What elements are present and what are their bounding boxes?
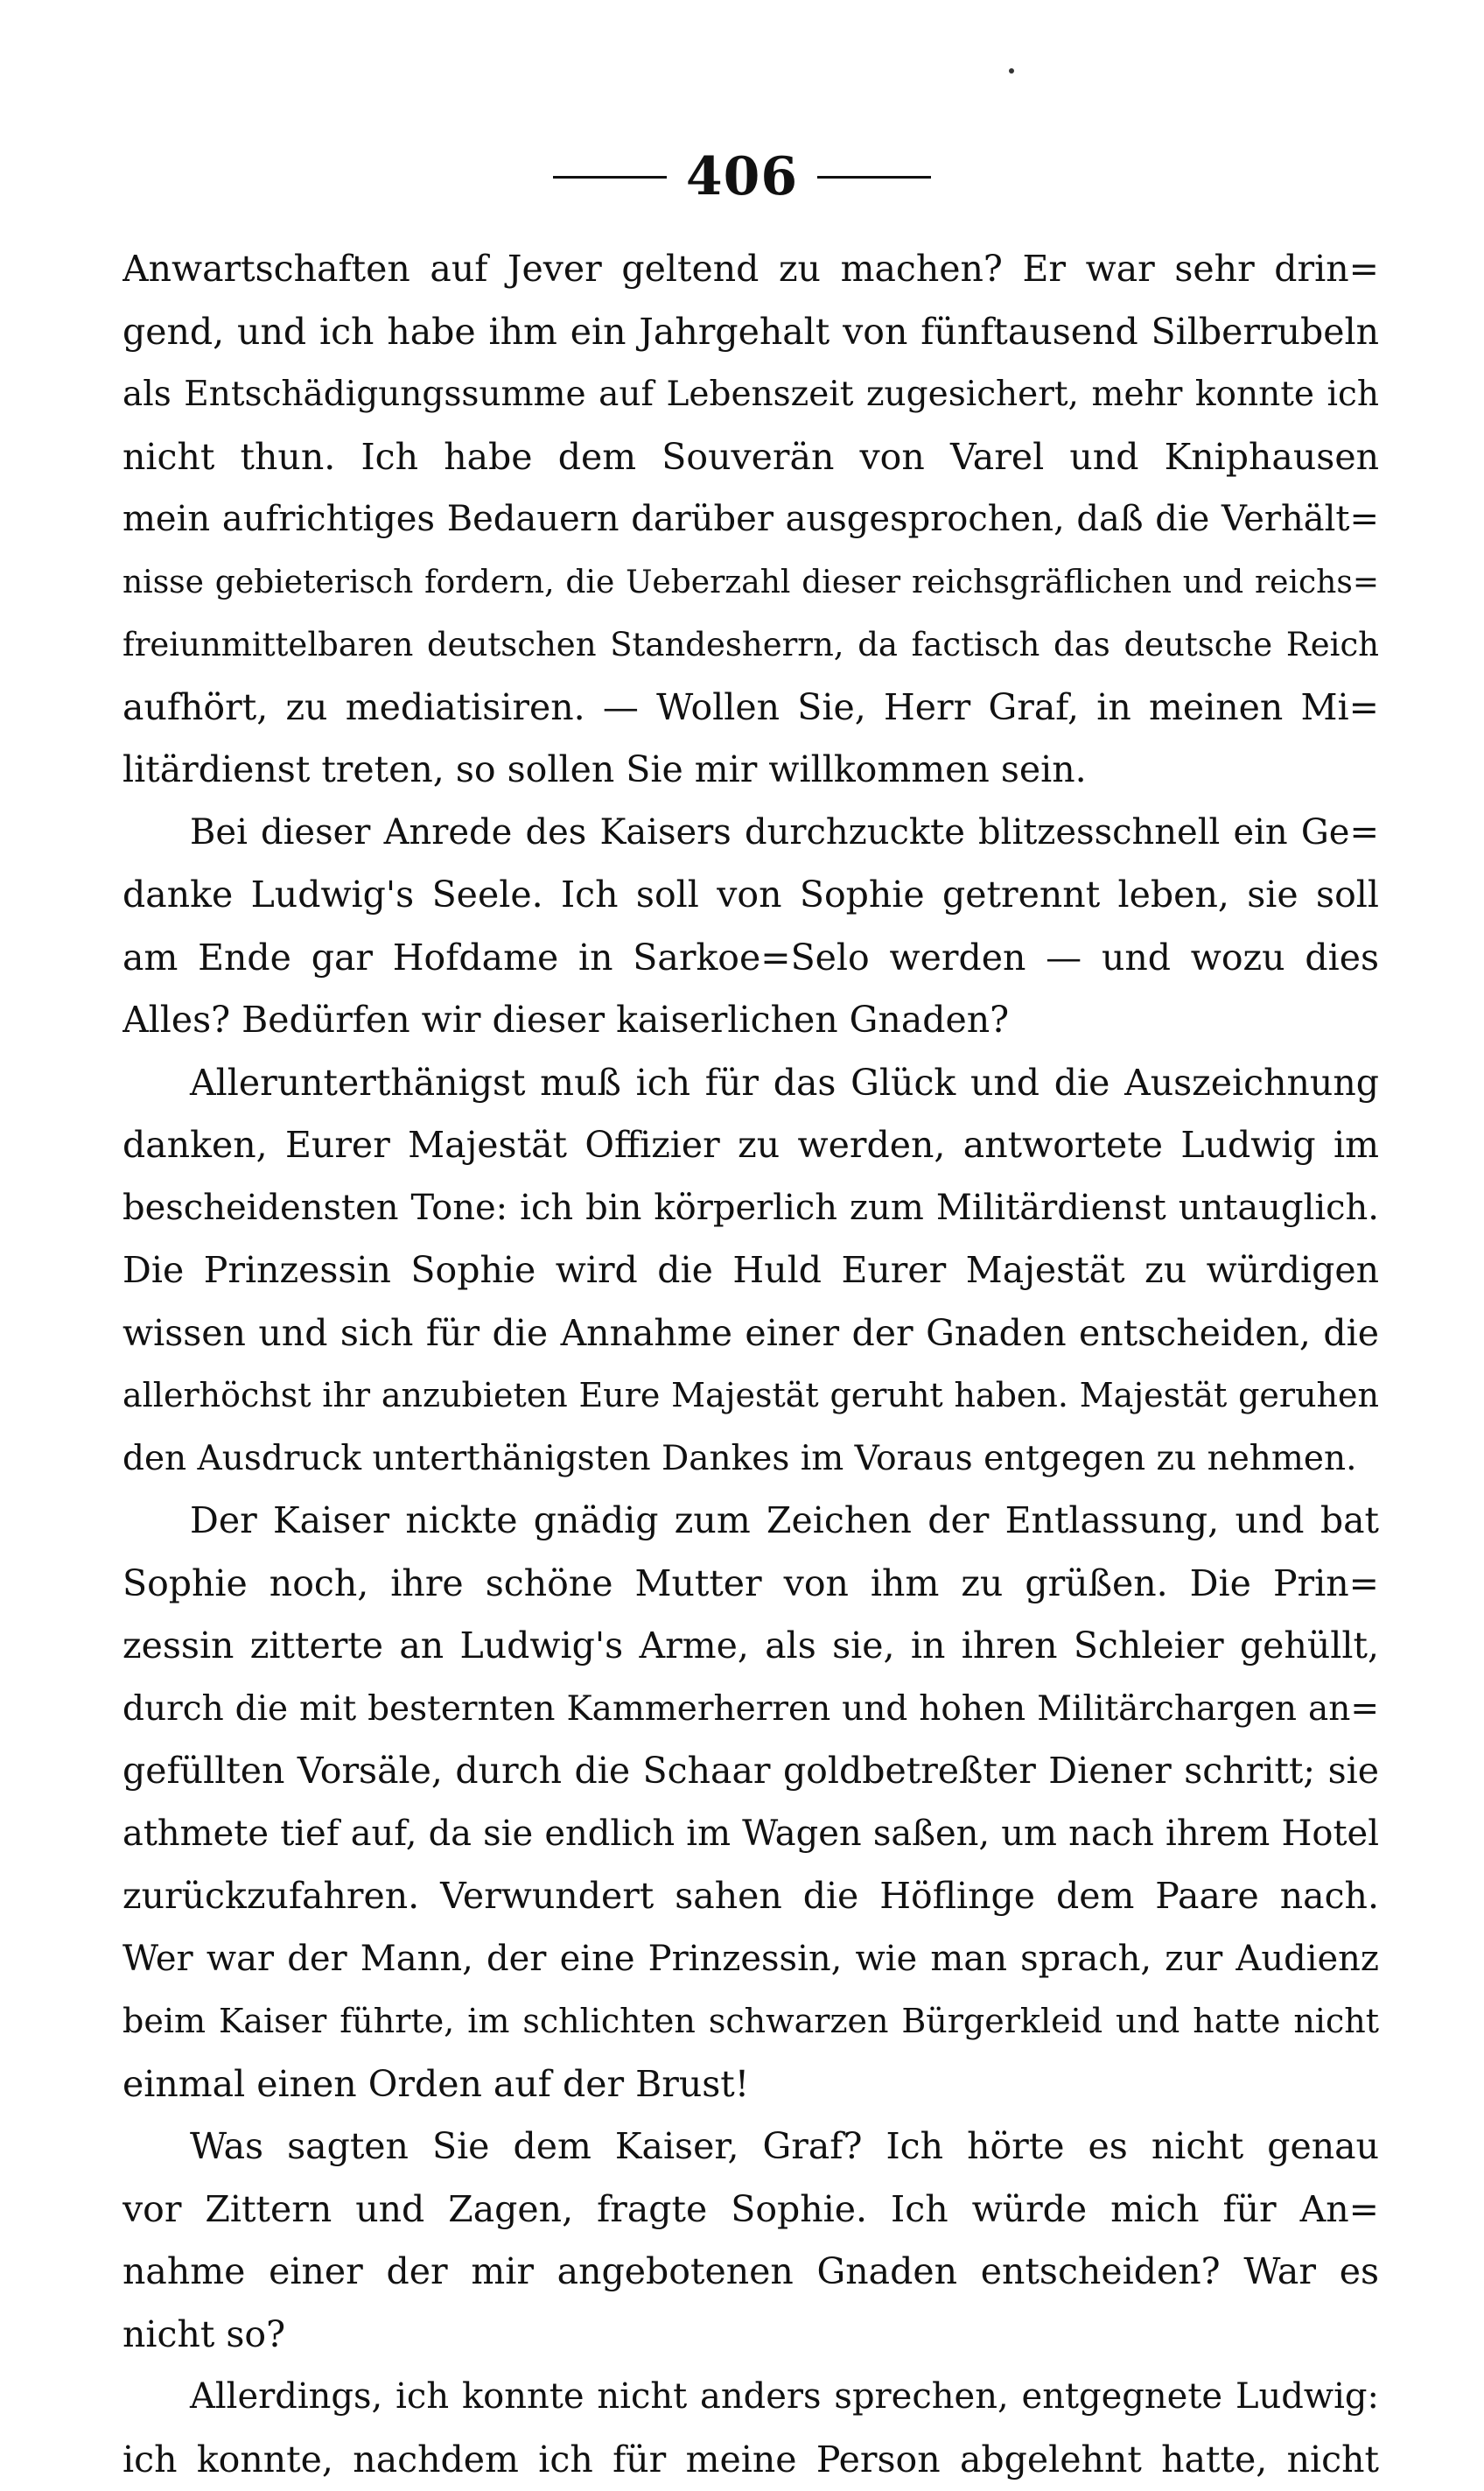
header-rule-right [817, 176, 931, 179]
text-line: mein aufrichtiges Bedauern darüber ausgesprochen, daß die Verhält= [122, 488, 1379, 551]
header-rule-left [553, 176, 667, 179]
text-line: Wer war der Mann, der eine Prinzessin, wie man sprach, zur Audienz [122, 1928, 1379, 1991]
text-line: nicht so? [122, 2304, 1379, 2367]
ink-speck [1009, 68, 1014, 74]
text-line: Anwartschaften auf Jever geltend zu machen? Er war sehr drin= [122, 238, 1379, 301]
text-line: beim Kaiser führte, im schlichten schwarzen Bürgerkleid und hatte nicht [122, 1990, 1379, 2053]
text-line: Sophie noch, ihre schöne Mutter von ihm zu grüßen. Die Prin= [122, 1553, 1379, 1616]
text-line: durch die mit besternten Kammerherren und hohen Militärchargen an= [122, 1678, 1379, 1741]
page-header [0, 138, 1484, 212]
text-line: danke Ludwig's Seele. Ich soll von Sophie getrennt leben, sie soll [122, 864, 1379, 927]
text-line: bescheidensten Tone: ich bin körperlich zum Militärdienst untauglich. [122, 1177, 1379, 1240]
text-line: als Entschädigungssumme auf Lebenszeit zugesichert, mehr konnte ich [122, 363, 1379, 426]
text-line: athmete tief auf, da sie endlich im Wagen saßen, um nach ihrem Hotel [122, 1803, 1379, 1866]
text-line: gefüllten Vorsäle, durch die Schaar goldbetreßter Diener schritt; sie [122, 1740, 1379, 1803]
text-line: zurückzufahren. Verwundert sahen die Höflinge dem Paare nach. [122, 1865, 1379, 1928]
text-line: vor Zittern und Zagen, fragte Sophie. Ich würde mich für An= [122, 2179, 1379, 2242]
text-line: Die Prinzessin Sophie wird die Huld Eurer Majestät zu würdigen [122, 1239, 1379, 1302]
text-line: Bei dieser Anrede des Kaisers durchzuckte blitzesschnell ein Ge= [122, 802, 1379, 865]
text-line: Was sagten Sie dem Kaiser, Graf? Ich hörte es nicht genau [122, 2116, 1379, 2179]
page-number: 406 [686, 142, 798, 212]
text-line: gend, und ich habe ihm ein Jahrgehalt von fünftausend Silberrubeln [122, 301, 1379, 364]
text-line: allerhöchst ihr anzubieten Eure Majestät geruht haben. Majestät geruhen [122, 1365, 1379, 1428]
text-line: Allerdings, ich konnte nicht anders sprechen, entgegnete Ludwig: [122, 2366, 1379, 2429]
text-line: aufhört, zu mediatisiren. — Wollen Sie, Herr Graf, in meinen Mi= [122, 677, 1379, 740]
text-line: freiunmittelbaren deutschen Standesherrn, da factisch das deutsche Reich [122, 614, 1379, 677]
text-line: litärdienst treten, so sollen Sie mir willkommen sein. [122, 739, 1379, 802]
text-line: nisse gebieterisch fordern, die Ueberzahl dieser reichsgräflichen und reichs= [122, 551, 1379, 614]
text-line: den Ausdruck unterthänigsten Dankes im Voraus entgegen zu nehmen. [122, 1428, 1379, 1491]
text-line: danken, Eurer Majestät Offizier zu werden, antwortete Ludwig im [122, 1114, 1379, 1177]
text-line: ich konnte, nachdem ich für meine Person abgelehnt hatte, nicht [122, 2429, 1379, 2491]
text-line: Der Kaiser nickte gnädig zum Zeichen der Entlassung, und bat [122, 1490, 1379, 1553]
text-line: zessin zitterte an Ludwig's Arme, als sie, in ihren Schleier gehüllt, [122, 1615, 1379, 1678]
text-line: nahme einer der mir angebotenen Gnaden entscheiden? War es [122, 2241, 1379, 2304]
text-line: Alles? Bedürfen wir dieser kaiserlichen Gnaden? [122, 989, 1379, 1052]
text-line: wissen und sich für die Annahme einer der Gnaden entscheiden, die [122, 1302, 1379, 1365]
text-line: Allerunterthänigst muß ich für das Glück und die Auszeichnung [122, 1052, 1379, 1115]
text-line: am Ende gar Hofdame in Sarkoe=Selo werden — und wozu dies [122, 927, 1379, 990]
body-text [122, 238, 1379, 2491]
text-line: einmal einen Orden auf der Brust! [122, 2053, 1379, 2116]
text-line: nicht thun. Ich habe dem Souverän von Varel und Kniphausen [122, 426, 1379, 489]
